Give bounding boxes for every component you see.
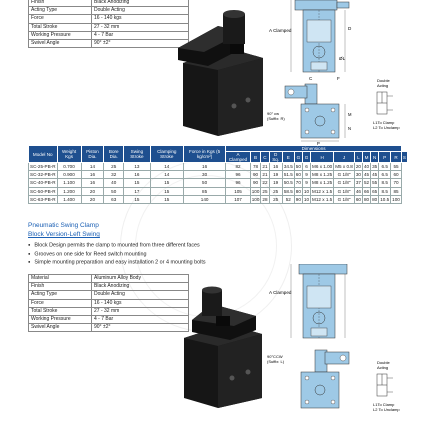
top-label-f: F [337,76,340,81]
table-cell: 82 [226,163,250,171]
spec-row [29,15,189,23]
bottom-swing-sub: (Suffix: L) [267,359,285,364]
bottom-double-acting-1: Double [377,360,390,365]
col-header-force: Force in Kgs (5 kg/cm²) [183,146,225,163]
table-cell: 80 [363,196,370,202]
col-header-clamping: Clamping Stroke [150,146,183,163]
table-cell: 60 [355,196,361,202]
table-cell: 16 [81,171,104,179]
feature-item: ● Grooves on one side for Reed switch mounting [28,250,206,259]
spec-row [29,23,189,31]
top-label-a-clamped: A Clamped [269,28,292,33]
model-number-cell: SC-63-PB-R [30,196,56,202]
table-cell: 107 [226,195,250,203]
table-cell: M12 x 1.5 [312,196,333,202]
col-header-dim: S [401,152,407,163]
section-subtitle: Block Version-Left Swing [28,231,100,238]
table-cell: 28 [262,196,268,202]
table-cell: M5 x 0.8 [335,164,353,170]
spec-value: 4 - 7 Bar [92,31,189,39]
spec-row [29,7,189,15]
table-cell: G 1/8" [334,171,355,179]
table-cell: 30 [183,171,225,179]
col-header-dim: P [379,152,391,163]
table-cell: 16 [269,163,282,171]
table-cell: 60 [391,171,402,179]
spec-value: 90° ±2° [92,324,189,332]
table-cell: G 1/8" [334,179,355,187]
bottom-technical-drawing [265,264,420,424]
col-header-dim: N [371,152,379,163]
spec-value: Aluminum Alloy Body [92,275,189,283]
top-spec-table [28,0,189,48]
spec-row [29,39,189,47]
col-header-dim: G [302,152,310,163]
model-number-cell: SC-25-PB-R [30,164,56,170]
table-cell: 140 [183,195,225,203]
col-header-dim: R [391,152,402,163]
bottom-spec-table [28,274,189,332]
bottom-clamp-label: L1To Clamp [373,402,395,407]
table-cell: 16 [81,179,104,187]
table-row [29,179,408,187]
table-cell: G 1/8" [334,195,355,203]
top-label-m: M [348,112,352,117]
col-header-dim: G [294,152,302,163]
table-cell: 70 [391,179,402,187]
table-cell: 90 [250,171,261,179]
table-cell: 80 [372,196,378,202]
table-cell: 20 [355,164,361,170]
table-cell: 52 [363,180,370,186]
table-cell: 96 [226,171,250,179]
spec-key: Force [29,299,92,307]
top-double-acting-2: Acting [377,83,389,88]
table-cell: 40 [363,164,370,170]
table-cell: 46 [355,188,361,194]
table-cell: 15 [150,179,183,187]
table-cell: 63 [104,195,124,203]
spec-key: Working Pressure [29,31,92,39]
table-cell: 50 [295,164,301,170]
top-unclamp-label: L2 To Unclamp [373,125,400,130]
model-number-cell: SC-40-PB-R [30,180,56,186]
spec-value: Black Anodizing [92,283,189,291]
bottom-unclamp-label: L2 To Unclamp [373,407,400,412]
table-cell: 25 [104,163,124,171]
top-double-acting-1: Double [377,78,390,83]
spec-key: Swivel Angle [29,39,92,47]
spec-row [29,299,189,307]
table-cell: 20 [81,187,104,195]
table-cell: 66 [363,188,370,194]
bottom-swing-label: 90°CCW [267,354,283,359]
table-cell: 45 [363,172,370,178]
table-cell: 65 [372,188,378,194]
table-cell: 85 [183,187,225,195]
spec-value: 16 - 140 kgs [92,299,189,307]
table-cell: 90 [250,179,261,187]
table-cell: G 1/8" [334,187,355,195]
table-cell: 32 [104,171,124,179]
table-cell: 13 [124,163,151,171]
table-cell: 50.5 [283,180,293,186]
table-row [29,195,408,203]
top-product-photo [168,8,268,138]
top-label-n: N [348,126,352,131]
top-technical-drawing [265,0,420,145]
top-label-b: ØL [339,56,346,61]
table-cell: 14 [81,163,104,171]
spec-row [29,315,189,323]
table-cell: 80 [295,188,301,194]
spec-row [29,283,189,291]
table-cell: 34.5 [283,164,293,170]
col-header-dim: H [311,152,334,163]
table-row [29,163,408,171]
table-cell: 96 [226,179,250,187]
table-cell: 45 [372,172,378,178]
table-cell: 51.5 [283,172,293,178]
col-header-dim: A Clamped [226,152,250,163]
table-cell: 10 [303,196,310,202]
spec-value: 27 - 32 mm [92,23,189,31]
spec-key: Working Pressure [29,315,92,323]
table-row [29,171,408,179]
table-cell: 10.5 [380,196,390,202]
table-cell: 25 [262,188,268,194]
table-cell: 105 [226,187,250,195]
table-cell: 16 [183,163,225,171]
table-cell: 9 [302,171,310,179]
top-clamp-label: L1To Clamp [373,120,395,125]
table-cell: 15 [124,179,151,187]
dimensions-table [28,145,408,204]
table-cell: 40 [104,179,124,187]
table-cell: 21 [262,172,268,178]
table-cell: 1.200 [57,187,81,195]
table-cell: 9 [302,179,310,187]
table-row [29,187,408,195]
table-cell: 16 [124,171,151,179]
table-cell: M12 x 1.5 [312,188,333,194]
col-header-dim: M [362,152,370,163]
top-swing-sub: (Suffix: R) [267,116,285,121]
table-cell: M6 x 1.00 [312,164,333,170]
table-cell: 15 [124,195,151,203]
col-header-dimensions-group: Dimensions [226,146,402,152]
table-cell: 25 [269,195,282,203]
table-cell: 55 [391,163,402,171]
table-cell: 25 [269,187,282,195]
spec-key: Total Stroke [29,307,92,315]
spec-row [29,291,189,299]
table-cell: M8 x 1.25 [312,172,333,178]
spec-row [29,31,189,39]
top-label-p: P [317,141,320,145]
spec-row [29,275,189,283]
spec-key: Finish [29,0,92,7]
spec-value: Black Anodizing [92,0,189,7]
table-cell: 10 [303,188,310,194]
table-cell: 15 [150,187,183,195]
table-cell: 52 [282,195,294,203]
col-header-dim: E [282,152,294,163]
table-cell: 55 [372,180,378,186]
col-header-dim: L [354,152,362,163]
spec-key: Acting Type [29,7,92,15]
table-cell: 100 [251,188,260,194]
table-cell: 8.5 [379,179,391,187]
model-number-cell: SC-50-PB-R [30,188,56,194]
col-header-piston: Piston Dia. [81,146,104,163]
spec-key: Total Stroke [29,23,92,31]
table-cell: 90 [295,196,301,202]
bottom-label-a-clamped: A Clamped [269,290,292,295]
top-label-d: D [348,26,352,31]
table-cell: 58.5 [283,188,293,194]
spec-key: Force [29,15,92,23]
spec-value: 4 - 7 Bar [92,315,189,323]
feature-item: ● Block Design permits the clamp to mounted from three different faces [28,241,206,250]
spec-value: Double Acting [92,291,189,299]
table-cell: 70 [295,180,301,186]
table-cell: 6.5 [379,171,391,179]
table-cell: 6 [302,163,310,171]
table-cell: 100 [392,196,400,202]
spec-key: Swivel Angle [29,324,92,332]
table-cell: 78 [250,163,261,171]
bottom-double-acting-2: Acting [377,365,389,370]
spec-key: Finish [29,283,92,291]
table-cell: 19 [269,179,282,187]
spec-key: Acting Type [29,291,92,299]
col-header-swing: Swing Stroke [124,146,151,163]
table-cell: 17 [124,187,151,195]
col-header-dim: D Sq. [269,152,282,163]
table-cell: 60 [295,172,301,178]
bottom-product-photo [172,286,268,410]
table-cell: 19 [269,171,282,179]
spec-value: 90° ±2° [92,39,189,47]
table-cell: 8.5 [379,187,391,195]
table-cell: 0.700 [57,163,81,171]
table-cell: 21 [262,164,268,170]
table-cell: 100 [251,196,260,202]
col-header-dim: J [334,152,355,163]
col-header-dim: B [250,152,261,163]
col-header-dim: C [261,152,269,163]
model-number-cell: SC-32-PB-R [30,172,56,178]
section-title: Pneumatic Swing Clamp [28,222,99,229]
table-cell: 22 [262,180,268,186]
spec-value: 27 - 32 mm [92,307,189,315]
table-cell: 50 [104,187,124,195]
table-cell: 14 [150,163,183,171]
spec-row [29,324,189,332]
spec-value: 16 - 140 kgs [92,15,189,23]
spec-row [29,0,189,7]
table-cell: 6.5 [379,163,391,171]
table-cell: 35 [372,164,378,170]
spec-value: Double Acting [92,7,189,15]
table-cell: 1.100 [57,179,81,187]
top-label-c: C [309,76,313,81]
table-cell: M8 x 1.25 [312,180,333,186]
table-cell: 37 [355,180,361,186]
feature-item: ● Simple mounting preparation and easy installation 2 or 4 mounting bolts [28,258,206,267]
spec-row [29,307,189,315]
spec-key: Material [29,275,92,283]
col-header-bore: Bore Dia. [104,146,124,163]
table-cell: 85 [391,187,402,195]
col-header-model: Model No [29,146,58,163]
table-cell: 50 [183,179,225,187]
top-swing-label: 90° cw [267,111,280,116]
table-cell: 30 [355,172,361,178]
table-cell: 1.400 [57,195,81,203]
col-header-weight: Weight Kgs [57,146,81,163]
feature-list [28,241,206,267]
table-cell: 0.900 [57,171,81,179]
table-cell: 20 [81,195,104,203]
table-cell: 14 [150,171,183,179]
table-cell: 15 [150,195,183,203]
